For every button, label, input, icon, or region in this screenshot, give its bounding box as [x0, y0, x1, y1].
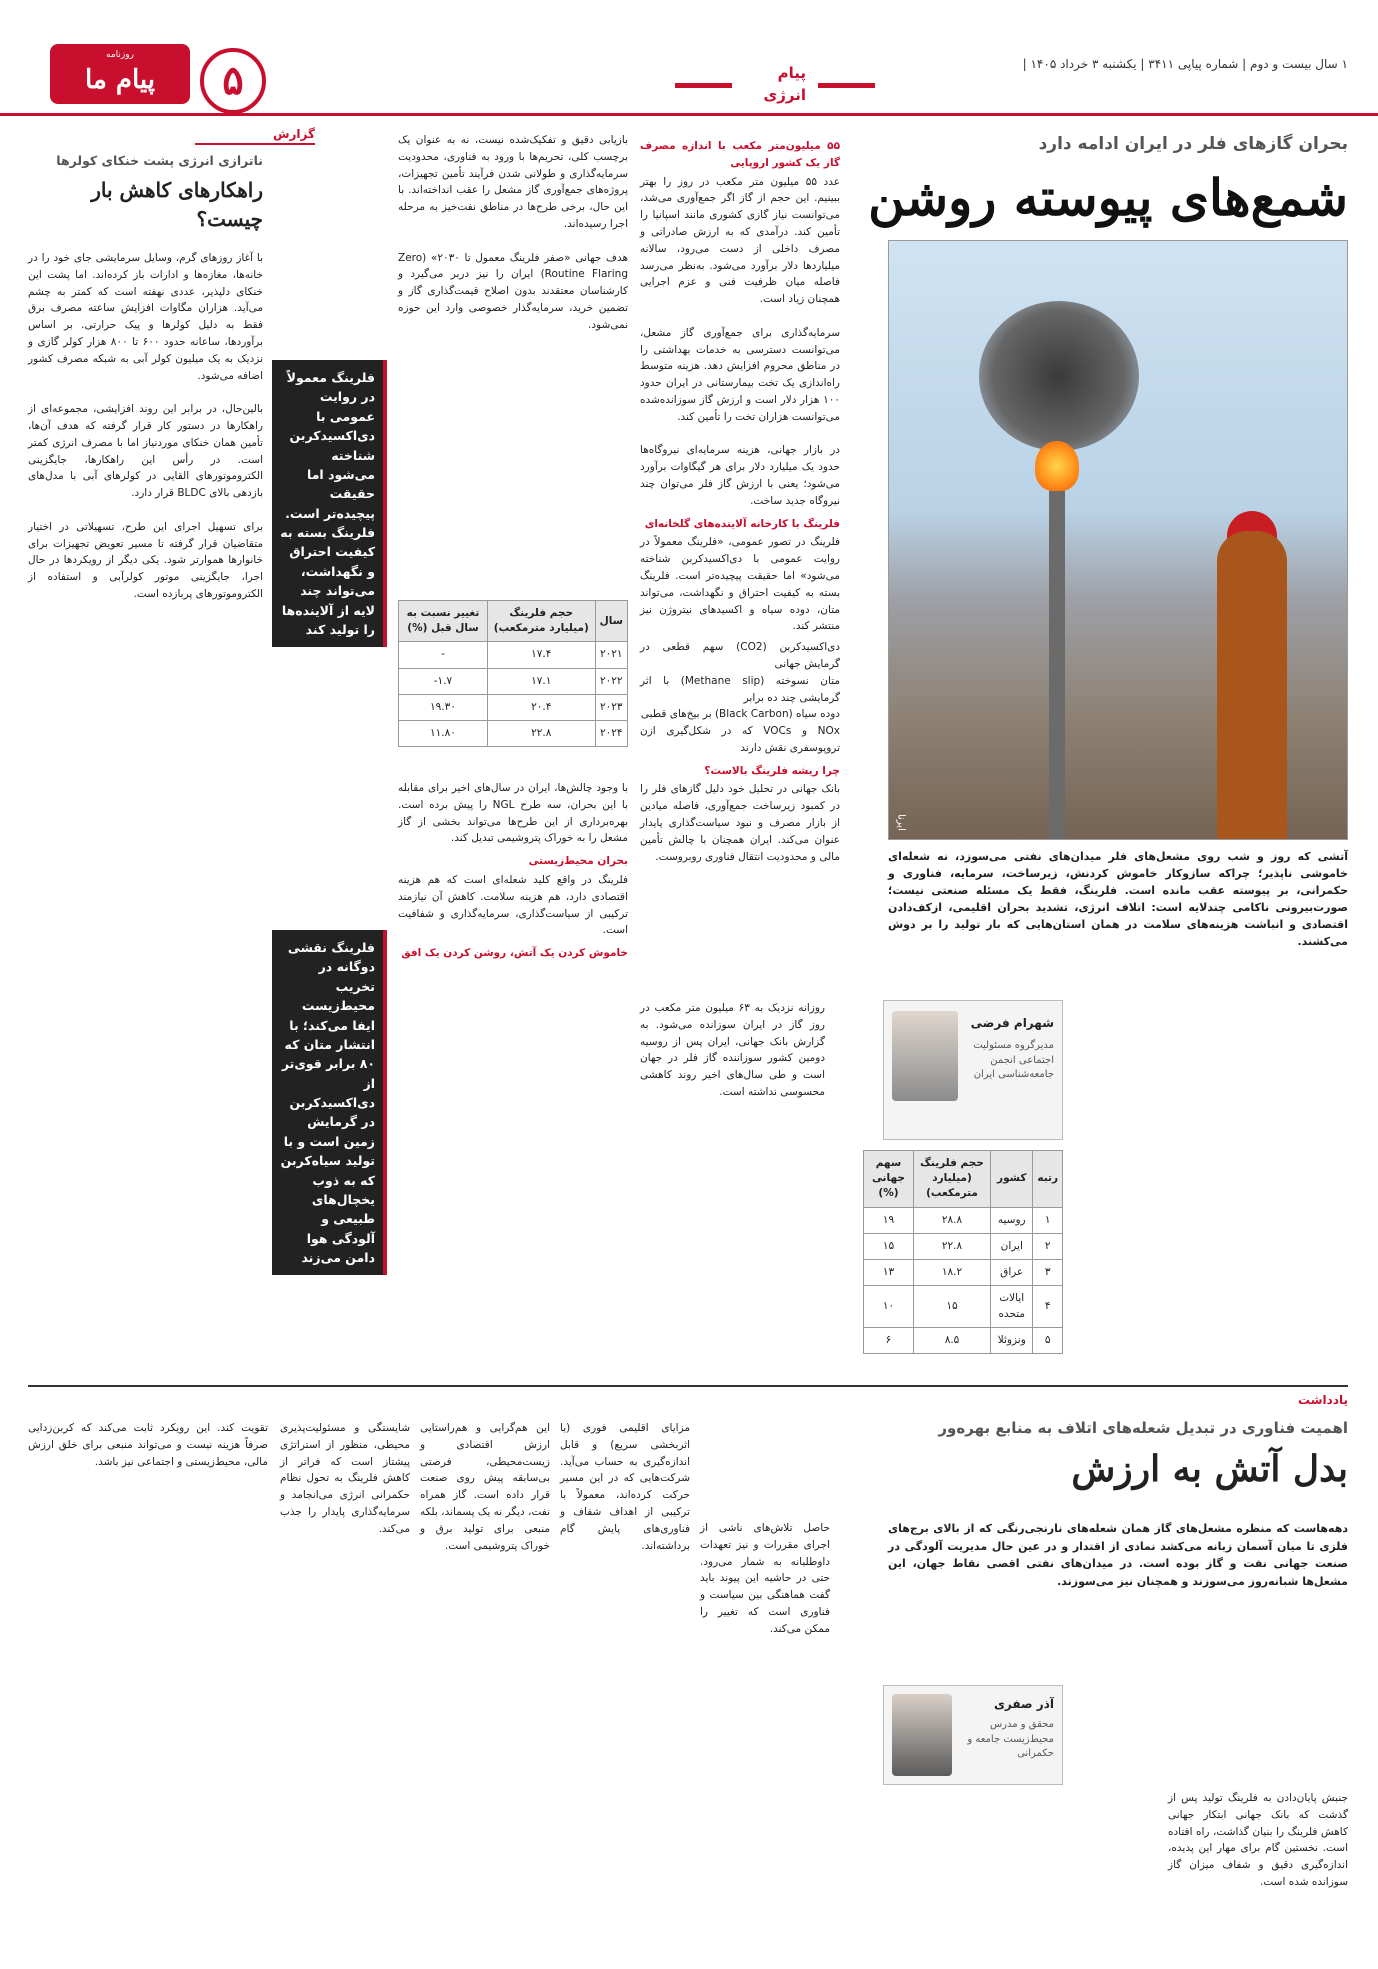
smoke-shape — [979, 301, 1139, 451]
col2-text: بازیابی دقیق و تفکیک‌شده نیست، نه به عنوان یک برچسب کلی، تحریم‌ها با ورود به فناوری، محدودیت سرمایه‌گذاری و طولانی شدن فرآیند تأمین تجهیزات، پروژه‌های جمع‌آوری گاز مشعل را عقب انداخته‌اند. با این حال، برخی طرح‌ها در مناطق نفت‌خیز به مرحله اجرا رسیده‌اند. — [398, 134, 628, 230]
table-cell: ۱۳ — [864, 1260, 914, 1286]
table-cell: ۱۹.۳۰ — [399, 694, 488, 720]
avatar — [892, 1011, 958, 1101]
avatar — [892, 1694, 952, 1776]
table-row — [864, 1207, 1063, 1233]
table-cell: ۱.۷- — [399, 668, 488, 694]
table-cell: ۱۰ — [864, 1286, 914, 1327]
report-tag: گزارش — [195, 126, 315, 145]
table-header: تغییر نسبت به سال قبل (%) — [399, 601, 488, 642]
col3-text2: فلرینگ در واقع کلید شعله‌ای است که هم هزینه اقتصادی دارد، هم هزینه سلامت. کاهش آن نیازمند ترکیبی از سیاست‌گذاری، سرمایه‌گذاری و شفافیت است. — [398, 873, 628, 937]
opinion-title: بدل آتش به ارزش — [1071, 1448, 1348, 1490]
logo-text: پیام ما — [85, 64, 156, 95]
table-header: سهم جهانی (%) — [864, 1151, 914, 1208]
col1-text: عدد ۵۵ میلیون متر مکعب در روز را بهتر ببینیم. این حجم از گاز اگر جمع‌آوری می‌شد، می‌توانست نیاز گازی کشوری مانند اسپانیا را تأمین کند. درآمدی که به ارزش صادراتی و مصرف داخلی از دست می‌رود، سالانه میلیاردها دلار برآورد می‌شود. به‌نظر می‌رسد فاصله میان ظرفیت فنی و عزم اجرایی همچنان زیاد است. — [640, 175, 840, 306]
section-divider — [28, 1385, 1348, 1387]
section-bar-left — [818, 83, 875, 88]
pullquote-1: فلرینگ معمولاً در روایت عمومی با دی‌اکسیدکربن شناخته می‌شود اما حقیقت پیچیده‌تر است. فلرینگ بسته به کیفیت احتراق و نگهداشت، می‌تواند چند لایه از آلاینده‌ها را تولید کند — [272, 360, 387, 647]
col5-text: سرمایه‌گذاری برای جمع‌آوری گاز مشعل، می‌توانست دسترسی به خدمات بهداشتی را در مناطق محروم افزایش دهد. هزینه متوسط راه‌اندازی یک تخت بیمارستانی در ایران حدود ۱۰۰ هزار دلار است و ارزش گاز سوزانده‌شده می‌توانست هزاران تخت را تأمین کند. — [640, 326, 840, 423]
col5-text3: فلرینگ در تصور عمومی، «فلرینگ معمولاً در روایت عمومی با دی‌اکسیدکربن شناخته می‌شود» اما حقیقت پیچیده‌تر است. فلرینگ بسته به کیفیت احتراق و نگهداشت، می‌تواند متان، دوده سیاه و اکسیدهای نیتروژن نیز منتشر کند. — [640, 536, 840, 633]
author-role: مدیرگروه مسئولیت اجتماعی انجمن جامعه‌شناسی ایران — [973, 1040, 1054, 1080]
report-kicker: ناترازی انرژی پشت خنکای کولرها — [56, 153, 263, 168]
table-row — [399, 668, 628, 694]
pullquote-2: فلرینگ نقشی دوگانه در تخریب محیط‌زیست ایفا می‌کند؛ با انتشار متان که ۸۰ برابر قوی‌تر از دی‌اکسیدکربن در گرمایش زمین است و با تولید سیاه‌کربن که به ذوب یخچال‌های طبیعی و آلودگی هوا دامن می‌زند — [272, 930, 387, 1275]
opinion-col-6: تقویت کند. این رویکرد ثابت می‌کند که کربن‌زدایی صرفاً هزینه نیست و می‌تواند منبعی برای خلق ارزش مالی، محیط‌زیستی و اجتماعی نیز باشد. — [28, 1422, 268, 1468]
table-cell: ونزوئلا — [991, 1327, 1033, 1353]
opinion-col-1: جنبش پایان‌دادن به فلرینگ تولید پس از گذشت که بانک جهانی ابتکار جهانی کاهش فلرینگ را بنیان گذاشت، راه افتاده است. نخستین گام برای مهار این پدیده، اندازه‌گیری دقیق و شفاف میزان گاز سوزانده شده است. — [1168, 1792, 1348, 1888]
opinion-kicker: اهمیت فناوری در تبدیل شعله‌های اتلاف به منابع بهره‌ور — [938, 1419, 1348, 1437]
table-cell: ایالات متحده — [991, 1286, 1033, 1327]
table-cell: - — [399, 642, 488, 668]
table-cell: ۸.۵ — [913, 1327, 990, 1353]
list-item: دوده سیاه (Black Carbon) بر بیخ‌های قطبی — [640, 708, 840, 721]
newspaper-logo — [50, 44, 190, 104]
table-cell: ۱ — [1033, 1207, 1063, 1233]
report-title: راهکارهای کاهش بار چیست؟ — [91, 178, 263, 231]
table-cell: ۶ — [864, 1327, 914, 1353]
table-header: حجم فلرینگ (میلیارد مترمکعب) — [913, 1151, 990, 1208]
table-cell: ایران — [991, 1233, 1033, 1259]
table-header: کشور — [991, 1151, 1033, 1208]
opinion-author-box — [883, 1685, 1063, 1785]
table-cell: ۱۷.۱ — [487, 668, 595, 694]
main-headline: شمع‌های پیوسته روشن — [868, 168, 1348, 227]
table-cell: ۲۰۲۱ — [595, 642, 627, 668]
flaring-by-year-table — [398, 600, 628, 747]
subhead-health: خاموش کردن یک آتش، روشن کردن یک افق — [401, 947, 628, 960]
table-cell: ۵ — [1033, 1327, 1063, 1353]
worker-figure — [1217, 531, 1287, 840]
opinion-col-2: حاصل تلاش‌های ناشی از اجرای مقررات و نیز تعهدات داوطلبانه به شمار می‌رود. حتی در حاشیه این پیوند باید گفت هماهنگی بین سیاست و فناوری است که تغییر را ممکن می‌کند. — [700, 1522, 830, 1635]
report-text1: با آغاز روزهای گرم، وسایل سرمایشی جای خود را در خانه‌ها، مغازه‌ها و ادارات باز کرده‌اند. اما پشت این خنکای دلپذیر، عددی نهفته است که کمتر به چشم می‌آید. هزاران مگاوات افزایش ساعته مصرف برق فقط به دلیل کولرها و پیک حرارتی. بر اساس برآوردها، ساعانه حدود ۶۰۰ تا ۸۰۰ هزار کولر گازی و نزدیک به یک میلیون کولر آبی به شبکه مصرف کشور اضافه می‌شود. — [28, 252, 263, 382]
col2-text2: هدف جهانی «صفر فلرینگ معمول تا ۲۰۳۰» (Zero Routine Flaring) ایران را نیز دربر می‌گیرد و کارشناسان معتقدند بدون اصلاح قیمت‌گذاری گاز و تضمین خرید، سرمایه‌گذار خصوصی وارد این حوزه نمی‌شود. — [398, 251, 628, 331]
table-cell: ۱۷.۴ — [487, 642, 595, 668]
article-column-4 — [640, 1000, 825, 1101]
col6-text: بانک جهانی در تحلیل خود دلیل گازهای فلر را در کمبود زیرساخت جمع‌آوری، فاصله میادین از بازار مصرف و نبود سیاست‌گذاری پایدار عنوان می‌کند. ایران همچنان با چالش تأمین مالی و محدودیت انتقال فناوری روبروست. — [640, 783, 840, 863]
flaring-by-country-table — [863, 1150, 1063, 1354]
logo-sub: روزنامه — [106, 49, 134, 60]
table-row — [399, 694, 628, 720]
opinion-author-name: آذر صفری — [993, 1697, 1054, 1711]
table-cell: ۱۹ — [864, 1207, 914, 1233]
table-row — [399, 642, 628, 668]
table-row — [864, 1233, 1063, 1259]
table-cell: روسیه — [991, 1207, 1033, 1233]
table-cell: ۲۰.۴ — [487, 694, 595, 720]
table-header: رتبه — [1033, 1151, 1063, 1208]
article-column-2 — [398, 132, 628, 334]
table-cell: ۳ — [1033, 1260, 1063, 1286]
table-row — [864, 1327, 1063, 1353]
author-name: شهرام فرضی — [970, 1016, 1054, 1030]
opinion-col-4: این هم‌گرایی و هم‌راستایی ارزش اقتصادی و زیست‌محیطی، فرصتی بی‌سابقه پیش روی صنعت قرار داده است. گاز همراه نفت، دیگر نه یک پسماند، بلکه منبعی برای تولید برق و خوراک پتروشیمی است. — [420, 1422, 550, 1552]
photo-credit: ایرنا — [895, 814, 907, 831]
report-body — [28, 250, 263, 603]
table-header: حجم فلرینگ (میلیارد مترمکعب) — [487, 601, 595, 642]
main-kicker: بحران گازهای فلر در ایران ادامه دارد — [1038, 134, 1348, 154]
table-cell: ۲۰۲۴ — [595, 721, 627, 747]
col3-text: با وجود چالش‌ها، ایران در سال‌های اخیر برای مقابله با این بحران، سه طرح NGL را پیش برده است. بهره‌برداری از این طرح‌ها می‌تواند بخشی از گاز مشعل را به خوراک پتروشیمی تبدیل کند. — [398, 782, 628, 845]
article-column-3 — [398, 780, 628, 964]
table-row — [864, 1286, 1063, 1327]
table-cell: ۲۲.۸ — [487, 721, 595, 747]
article-column-1 — [640, 132, 840, 865]
table-cell: ۲۰۲۲ — [595, 668, 627, 694]
table-cell: ۱۵ — [913, 1286, 990, 1327]
report-text3: برای تسهیل اجرای این طرح، تسهیلاتی در اختیار متقاضیان قرار گرفته تا مسیر تعویض تجهیزات برای خانوارها هموارتر شود. یکی دیگر از رویکردها در حال اجرا، جایگزینی موتور کولرآبی و استفاده از الکتروموتورهای پربازده است. — [28, 520, 263, 600]
col1-subhead: ۵۵ میلیون‌متر مکعب با اندازه مصرف گاز یک کشور اروپایی — [640, 140, 840, 169]
opinion-col-3: مزایای اقلیمی فوری (یا اثربخشی سریع) و قابل اندازه‌گیری به حساب می‌آید. شرکت‌هایی که در این مسیر حرکت کرده‌اند، معمولاً با ترکیبی از اهداف شفاف و فناوری‌های پایش گام برداشته‌اند. — [560, 1422, 690, 1552]
flare-photo — [888, 240, 1348, 840]
table-header: سال — [595, 601, 627, 642]
table-row — [864, 1260, 1063, 1286]
photo-caption: آتشی که روز و شب روی مشعل‌های فلر میدان‌های نفتی می‌سوزد، نه شعله‌ای خاموشی ناپذیر؛ چراکه سازوکار خاموش کردنش، زیرساخت، سرمایه، فناوری و حکمرانی، بر پیوسته عقب مانده است. فلرینگ، فقط یک مسئله صنعتی نیست؛ صورت‌بیرونی ناکامی چندلایه است: اتلاف انرژی، تشدید بحران اقلیمی، ازکف‌دادن اقتصادی و انباشت هزینه‌های سلامت در همان استان‌هایی که بار تولید را بر دوش می‌کشند. — [888, 850, 1348, 949]
author-box — [883, 1000, 1063, 1140]
table-header-row — [864, 1151, 1063, 1208]
section-title: پیام انرژی — [763, 64, 806, 104]
flare-stack — [1049, 481, 1065, 840]
subhead-env: بحران محیط‌زیستی — [528, 855, 628, 868]
date-line: ۱ سال بیست و دوم | شماره پیاپی ۳۴۱۱ | یکشنبه ۳ خرداد ۱۴۰۵ | — [1022, 57, 1348, 71]
section-label — [675, 64, 875, 104]
subhead-victims: فلرینگ با کارخانه آلاینده‌های گلخانه‌ای — [644, 517, 840, 530]
table-cell: ۱۸.۲ — [913, 1260, 990, 1286]
pollutant-list — [640, 639, 840, 757]
report-text2: بالین‌حال، در برابر این روند افزایشی، مجموعه‌ای از راهکارها در دستور کار قرار گرفته که هدف آن‌ها، تأمین همان خنکای موردنیاز اما با مصرف انرژی کمتر است. در رأس این راهکارها، جایگزینی الکتروموتورهای القایی در کولرهای آبی با مدل‌های بازدهی بالای BLDC قرار دارد. — [28, 403, 263, 500]
col5-text2: در بازار جهانی، هزینه سرمایه‌ای نیروگاه‌ها حدود یک میلیارد دلار برای هر گیگاوات برآورد می‌شود؛ یعنی با ارزش گاز فلر می‌توان چند نیروگاه جدید ساخت. — [640, 444, 840, 507]
opinion-col-5: شایستگی و مسئولیت‌پذیری محیطی، منظور از استراتژی پیشتاز است که فراتر از کاهش فلرینگ به تحول نظام حکمرانی انرژی می‌انجامد و سرمایه‌گذاری پایدار را جذب می‌کند. — [280, 1422, 410, 1535]
table-cell: ۲۸.۸ — [913, 1207, 990, 1233]
table-header-row — [399, 601, 628, 642]
opinion-tag: یادداشت — [1298, 1393, 1348, 1407]
list-item: NOx و VOCs که در شکل‌گیری ازن تروپوسفری نقش دارند — [640, 725, 841, 754]
col4-text: روزانه نزدیک به ۶۳ میلیون متر مکعب در روز گاز در ایران سوزانده می‌شود. به گزارش بانک جهانی، ایران پس از روسیه دومین کشور سوزاننده گاز فلر در جهان است و طی سال‌های اخیر روند کاهشی محسوسی نداشته است. — [640, 1002, 825, 1098]
table-cell: ۲۲.۸ — [913, 1233, 990, 1259]
table-cell: ۱۵ — [864, 1233, 914, 1259]
table-cell: ۲ — [1033, 1233, 1063, 1259]
table-cell: ۱۱.۸۰ — [399, 721, 488, 747]
section-bar-right — [675, 83, 732, 88]
opinion-author-role: محقق و مدرس محیط‌زیست جامعه و حکمرانی — [967, 1719, 1054, 1759]
list-item: دی‌اکسیدکربن (CO2) سهم قطعی در گرمایش جهانی — [640, 641, 841, 670]
list-item: متان نسوخته (Methane slip) با اثر گرمایشی چند ده برابر — [640, 674, 840, 704]
table-cell: ۲۰۲۳ — [595, 694, 627, 720]
table-cell: عراق — [991, 1260, 1033, 1286]
flare-flame — [1035, 441, 1079, 491]
table-cell: ۴ — [1033, 1286, 1063, 1327]
page-number: ۵ — [200, 48, 266, 114]
table-row — [399, 721, 628, 747]
subhead-cost: چرا ریشه فلرینگ بالاست؟ — [704, 764, 840, 777]
opinion-lead: دهه‌هاست که منظره مشعل‌های گاز همان شعله‌های نارنجی‌رنگی که از بالای برج‌های فلزی تا میان آسمان زبانه می‌کشد نمادی از اقتدار و در عین حال مدیریت آلودگی در صنعت جهانی نفت و گاز بوده است. در میدان‌های نفتی اقصی نقاط جهان، این مشعل‌ها شبانه‌روز می‌سوزند و همچنان نیز می‌سوزند. — [888, 1522, 1348, 1588]
